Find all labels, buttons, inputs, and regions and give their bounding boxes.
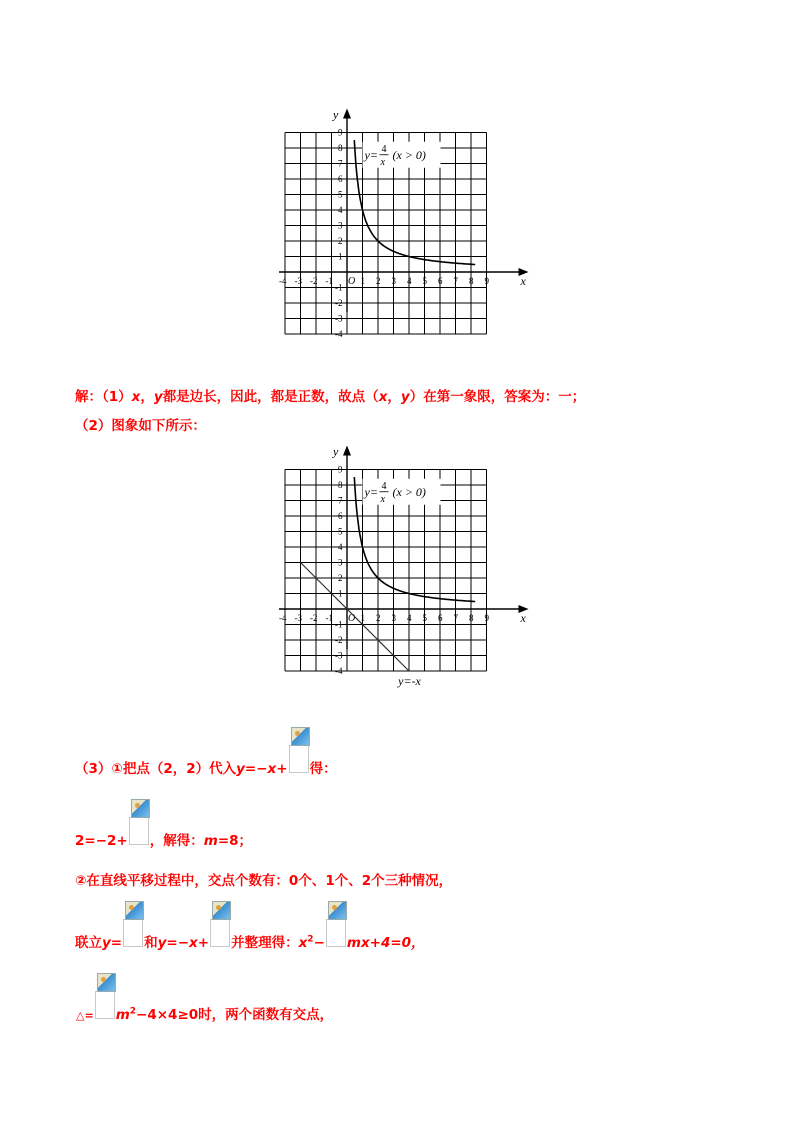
y-tick-label: -3 — [335, 650, 343, 661]
y-tick-label: 6 — [338, 174, 343, 184]
graph-reciprocal-and-line — [262, 432, 537, 701]
function-label-numerator: 4 — [381, 480, 387, 492]
y-tick-label: -4 — [335, 666, 343, 676]
function-label-y: y= — [364, 147, 378, 162]
y-axis-arrow-icon — [343, 446, 351, 456]
x-tick-label: -4 — [279, 613, 287, 623]
y-axis-arrow-icon — [343, 109, 351, 119]
coordinate-grid — [262, 432, 537, 697]
y-tick-label: 9 — [338, 127, 343, 138]
y-tick-label: -2 — [335, 635, 343, 645]
coordinate-grid — [262, 95, 537, 360]
x-tick-label: -1 — [325, 276, 333, 286]
broken-image-icon — [131, 799, 150, 818]
y-tick-label: 1 — [338, 588, 343, 599]
x-tick-label: 7 — [453, 613, 458, 623]
solution-part1: 解：（1）x，y都是边长，因此，都是正数，故点（x，y）在第一象限，答案为：一； — [75, 389, 586, 405]
y-tick-label: -3 — [335, 313, 343, 324]
function-label-condition: (x > 0) — [392, 147, 426, 162]
image-placeholder — [289, 745, 309, 773]
x-tick-label: 4 — [407, 613, 412, 623]
x-tick-label: 5 — [422, 613, 427, 623]
x-tick-label: -2 — [310, 613, 318, 623]
y-tick-label: 9 — [338, 464, 343, 475]
y-tick-label: -1 — [335, 282, 343, 293]
y-axis-label: y — [333, 444, 339, 459]
solution-part3-step3: ②在直线平移过程中，交点个数有：0个、1个、2个三种情况， — [75, 873, 453, 889]
x-tick-label: 2 — [376, 613, 381, 623]
y-tick-label: -1 — [335, 619, 343, 630]
x-tick-label: 6 — [438, 276, 443, 286]
x-axis-label: x — [520, 611, 526, 625]
x-tick-label: -1 — [325, 613, 333, 623]
line-label: y=-x — [398, 673, 421, 688]
y-axis-label: y — [333, 107, 339, 122]
y-tick-label: 4 — [338, 205, 343, 215]
x-tick-label: -2 — [310, 276, 318, 286]
image-placeholder — [326, 919, 346, 947]
y-tick-label: 7 — [338, 495, 343, 506]
x-tick-label: -3 — [294, 276, 302, 286]
function-label-denominator: x — [380, 156, 385, 168]
image-placeholder — [95, 991, 115, 1019]
image-placeholder — [123, 919, 143, 947]
x-tick-label: 8 — [469, 276, 474, 286]
function-label-numerator: 4 — [381, 143, 387, 155]
y-tick-label: -2 — [335, 298, 343, 308]
image-placeholder — [129, 817, 149, 845]
y-tick-label: 5 — [338, 526, 343, 537]
x-tick-label: 5 — [422, 276, 427, 286]
broken-image-icon — [291, 727, 310, 746]
solution-part3-step1: （3）①把点（2，2）代入y=−x+ 得： — [75, 745, 337, 777]
x-tick-label: 7 — [453, 276, 458, 286]
origin-label: O — [348, 613, 356, 624]
function-label-denominator: x — [380, 493, 385, 505]
y-tick-label: 2 — [338, 573, 343, 583]
y-tick-label: 7 — [338, 158, 343, 169]
y-tick-label: 8 — [338, 143, 343, 153]
x-axis-label: x — [520, 274, 526, 288]
x-tick-label: 1 — [360, 276, 365, 286]
x-tick-label: 9 — [484, 276, 489, 286]
image-placeholder — [210, 919, 230, 947]
function-label-condition: (x > 0) — [392, 484, 426, 499]
y-tick-label: 4 — [338, 542, 343, 552]
x-tick-label: -3 — [294, 613, 302, 623]
x-tick-label: 3 — [391, 613, 396, 623]
solution-part2: （2）图象如下所示： — [75, 418, 206, 434]
x-tick-label: 8 — [469, 613, 474, 623]
broken-image-icon — [125, 901, 144, 920]
origin-label: O — [348, 276, 356, 287]
solution-part3-step4: 联立y= 和y=−x+ 并整理得：$x^2-$ mx+4=0， — [75, 919, 425, 951]
x-tick-label: 4 — [407, 276, 412, 286]
x-tick-label: 1 — [360, 613, 365, 623]
y-tick-label: 1 — [338, 251, 343, 262]
x-tick-label: 6 — [438, 613, 443, 623]
y-tick-label: 3 — [338, 220, 343, 231]
x-tick-label: 3 — [391, 276, 396, 286]
solution-part3-step2: 2=−2+ ，解得：m=8； — [75, 817, 252, 849]
y-tick-label: 3 — [338, 557, 343, 568]
x-tick-label: -4 — [279, 276, 287, 286]
broken-image-icon — [97, 973, 116, 992]
broken-image-icon — [328, 901, 347, 920]
y-tick-label: 5 — [338, 189, 343, 200]
y-tick-label: 6 — [338, 511, 343, 521]
y-tick-label: 8 — [338, 480, 343, 490]
x-tick-label: 9 — [484, 613, 489, 623]
x-tick-label: 2 — [376, 276, 381, 286]
graph-reciprocal-function — [262, 95, 537, 364]
y-tick-label: -4 — [335, 329, 343, 339]
solution-part3-step5: △= $m^2-4\times 4\ge 0$时，两个函数有交点， — [76, 991, 333, 1023]
function-label-y: y= — [364, 484, 378, 499]
broken-image-icon — [212, 901, 231, 920]
y-tick-label: 2 — [338, 236, 343, 246]
